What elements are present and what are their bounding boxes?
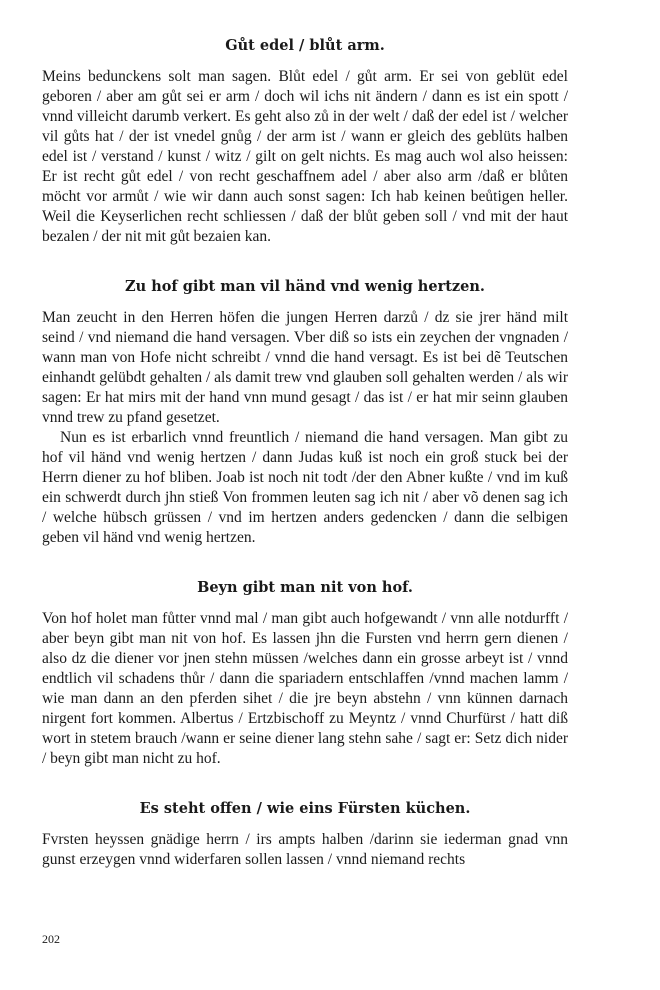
section-heading: Beyn gibt man nit von hof. <box>197 579 413 596</box>
section-heading: Zu hof gibt man vil händ vnd wenig hertzen. <box>125 278 485 295</box>
section-heading: Es steht offen / wie eins Fürsten küchen. <box>139 800 471 817</box>
section-gut-edel <box>42 36 568 247</box>
section-fuersten-kuechen <box>42 799 568 870</box>
section-zu-hof-haend <box>42 277 568 548</box>
paragraph: Meins bedunckens solt man sagen. Blůt edel / gůt arm. Er sei von geblüt edel geboren / aber am gůt sei er arm / doch wil ichs nit ändern / dann es ist ein spott / vnnd villeicht darumb verkert. Es geht also zů in der welt / daß der edel ist / welcher vil gůts hat / der ist vnedel gnůg / der arm ist / wann er gleich des geblüts halben edel ist / verstand / kunst / witz / gilt on gelt nichts. Es mag auch wol also heissen: Er ist recht gůt edel / von recht geschaffnem adel / aber also arm /daß er blůten möcht vor armůt / wie wir dann auch sonst sagen: Ich hab keinen beůtigen heller. Weil die Keyserlichen recht schliessen / daß der blůt geben soll / vnd mit der haut bezalen / der nit mit gůt bezaien kan. <box>42 68 568 245</box>
paragraph: Fvrsten heyssen gnädige herrn / irs ampts halben /darinn sie iederman gnad vnn gunst erzeygen vnnd widerfaren sollen lassen / vnnd niemand rechts <box>42 831 568 868</box>
page-number: 202 <box>42 932 60 946</box>
paragraph: Man zeucht in den Herren höfen die jungen Herren darzů / dz sie jrer händ milt seind / vnd niemand die hand versagen. Vber diß so ists ein zeychen der vngnaden / wann man von Hofe nicht schreibt / vnnd die hand versagt. Es ist bei dẽ Teutschen einhandt gelübdt gehalten / als damit trew vnd glauben soll gehalten werden / als wir sagen: Er hat mirs mit der hand vnn mund gesagt / das ist / er hat mir seinn glauben vnnd trew zu pfand gesetzet. <box>42 309 568 426</box>
paragraph: Von hof holet man fůtter vnnd mal / man gibt auch hofgewandt / vnn alle notdurfft / aber beyn gibt man nit von hof. Es lassen jhn die Fursten vnd herrn gern dienen / also dz die diener vor jnen stehn müssen /welches dann ein grosse arbeyt ist / vnnd endtlich vil schadens thůr / dann die spariadern entschlaffen /vnnd machen lamm / wie man dann an den pferden sihet / die jre beyn abstehn / vnn künnen darnach nirgent fort kommen. Albertus / Ertzbischoff zu Meyntz / vnnd Churfürst / hatt diß wort in stetem brauch /wann er seine diener lang stehn sahe / sagt er: Setz dich nider / beyn gibt man nicht zu hof. <box>42 610 568 767</box>
page-body <box>42 36 568 900</box>
section-heading: Gůt edel / blůt arm. <box>225 37 385 54</box>
paragraph: Nun es ist erbarlich vnnd freuntlich / niemand die hand versagen. Man gibt zu hof vil händ vnd wenig hertzen / dann Judas kuß ist noch ein groß stuck bei der Herrn diener zu hof bliben. Joab ist noch nit todt /der den Abner kußte / vnd im kuß ein schwerdt durch jhn stieß Von frommen leuten sag ich nit / aber võ denen sag ich / welche hübsch grüssen / vnd im hertzen anders gedencken / dann die selbigen geben vil händ vnd wenig hertzen. <box>42 429 568 546</box>
section-beyn <box>42 578 568 769</box>
